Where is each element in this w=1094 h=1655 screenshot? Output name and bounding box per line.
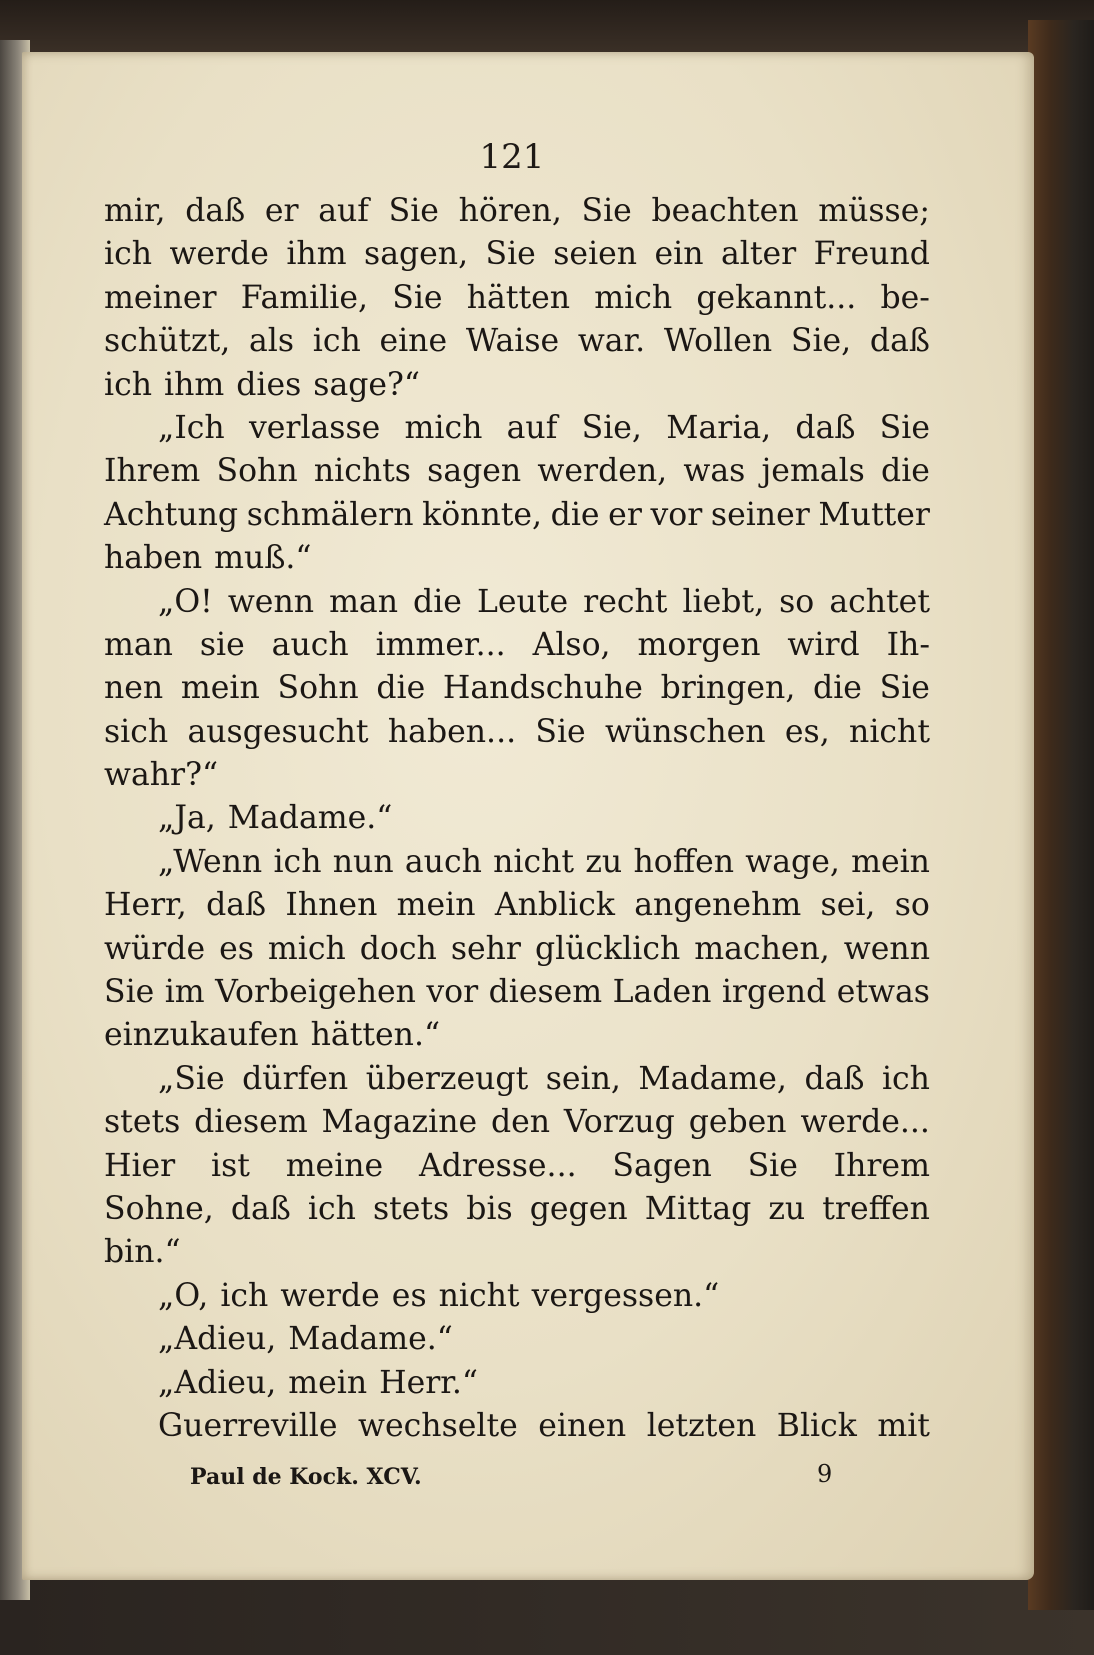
text-line	[104, 1058, 930, 1101]
text-line	[104, 1231, 930, 1274]
word: sich	[104, 713, 169, 750]
word: werde...	[800, 1104, 930, 1141]
word: Ihrem	[833, 1147, 930, 1184]
word: auf	[318, 193, 369, 229]
word: zu	[768, 1190, 806, 1227]
word: liebt,	[682, 583, 765, 620]
word: daß	[804, 1060, 865, 1097]
text-line	[104, 364, 930, 407]
word: zu	[585, 843, 623, 880]
word: es	[391, 1277, 427, 1314]
word: angenehm	[634, 887, 802, 924]
word: schützt,	[104, 323, 231, 360]
word: Vorbeigehen	[215, 974, 416, 1011]
word: im	[164, 974, 205, 1011]
word: immer...	[375, 626, 506, 663]
word: letzten	[646, 1407, 757, 1444]
word: bringen,	[660, 670, 796, 707]
word: Sohn	[216, 453, 298, 490]
word: seien	[553, 236, 638, 273]
text-line	[104, 754, 930, 797]
word: ich	[312, 323, 361, 360]
word: Achtung	[104, 496, 239, 533]
word: ein	[654, 236, 704, 273]
page-body-text	[104, 190, 930, 1448]
word: ich	[273, 843, 322, 880]
word: haben	[104, 540, 203, 577]
word: dürfen	[242, 1060, 349, 1097]
word: glücklich	[534, 930, 681, 967]
word: wünschen	[605, 713, 766, 750]
word: sagen,	[364, 236, 469, 273]
word: Wollen	[663, 323, 773, 360]
word: wird	[787, 626, 860, 663]
word: etwas	[836, 974, 930, 1011]
word: Ihrem	[104, 453, 201, 490]
word: er	[264, 193, 299, 229]
word: Herr,	[104, 887, 187, 924]
word: beachten	[651, 193, 799, 229]
word: muß.“	[214, 540, 312, 577]
text-line	[104, 624, 930, 667]
word: mein	[180, 670, 260, 707]
word: die	[881, 453, 930, 490]
word: müsse;	[818, 193, 930, 229]
word: mit	[877, 1407, 930, 1444]
word: haben...	[387, 713, 517, 750]
word: Madame,	[638, 1060, 787, 1097]
word: werde	[169, 236, 269, 273]
word: irgend	[721, 974, 827, 1011]
word: „Ich	[158, 409, 225, 446]
word: einzukaufen	[104, 1017, 299, 1054]
word: Sie,	[790, 323, 852, 360]
word: meine	[285, 1147, 384, 1184]
word: hätten.“	[310, 1017, 441, 1054]
word: daß	[795, 409, 856, 446]
word: dies	[236, 366, 302, 403]
word: werde	[280, 1277, 380, 1314]
word: Sie	[747, 1147, 798, 1184]
word: nun	[332, 843, 394, 880]
word: was	[683, 453, 746, 490]
word: nicht	[493, 843, 575, 880]
word: hören,	[458, 193, 562, 229]
word: bin.“	[104, 1234, 181, 1271]
word: ausgesucht	[187, 713, 369, 750]
text-line	[104, 971, 930, 1014]
word: meiner	[104, 279, 217, 316]
word: ich	[220, 1277, 269, 1314]
text-line	[104, 797, 930, 840]
word: einen	[538, 1407, 627, 1444]
word: schmälern	[246, 496, 414, 533]
word: ich	[104, 236, 153, 273]
word: Sie	[879, 409, 930, 446]
word: Sie	[388, 193, 439, 229]
word: Sie	[485, 236, 536, 273]
word: mein	[851, 843, 930, 880]
word: ist	[211, 1147, 250, 1184]
word: daß	[185, 193, 246, 229]
word: vergessen.“	[531, 1277, 720, 1314]
word: gegen	[529, 1190, 628, 1227]
book-page	[22, 52, 1034, 1580]
word: sein,	[545, 1060, 621, 1097]
word: war.	[577, 323, 646, 360]
word: „O!	[158, 583, 213, 620]
word: Mittag	[644, 1190, 752, 1227]
word: Sie	[104, 974, 155, 1011]
word: Waise	[465, 323, 560, 360]
word: es	[219, 930, 254, 967]
word: die	[413, 583, 462, 620]
word: morgen	[637, 626, 761, 663]
text-line	[104, 1318, 930, 1361]
text-line	[104, 667, 930, 710]
word: doch	[359, 930, 437, 967]
word: nicht	[438, 1277, 520, 1314]
text-line	[104, 537, 930, 580]
text-line	[104, 1101, 930, 1144]
text-line	[104, 277, 930, 320]
word: sei,	[820, 887, 876, 924]
word: mir,	[104, 193, 166, 229]
word: Adresse...	[418, 1147, 577, 1184]
word: verlasse	[248, 409, 381, 446]
word: die	[550, 496, 600, 533]
word: ich	[881, 1060, 930, 1097]
word: gekannt...	[696, 279, 857, 316]
word: Sagen	[612, 1147, 712, 1184]
word: es,	[784, 713, 830, 750]
word: „Adieu,	[158, 1364, 277, 1401]
word: Ih-	[886, 626, 930, 663]
word: „Sie	[158, 1060, 225, 1097]
word: diesem	[194, 1104, 308, 1141]
word: ich	[104, 366, 153, 403]
word: Anblick	[494, 887, 615, 924]
word: wenn	[843, 930, 930, 967]
word: daß	[230, 1190, 291, 1227]
word: sie	[199, 626, 245, 663]
text-line	[104, 1188, 930, 1231]
word: könnte,	[422, 496, 543, 533]
word: Madame.“	[288, 1321, 453, 1358]
word: wenn	[227, 583, 315, 620]
word: mein	[396, 887, 476, 924]
word: werden,	[537, 453, 668, 490]
word: Familie,	[240, 279, 369, 316]
text-line	[104, 841, 930, 884]
word: eine	[379, 323, 448, 360]
word: den	[490, 1104, 551, 1141]
word: mich	[404, 409, 483, 446]
word: stets	[104, 1104, 181, 1141]
text-line	[104, 928, 930, 971]
word: sehr	[450, 930, 521, 967]
word: vor	[650, 496, 703, 533]
word: treffen	[822, 1190, 930, 1227]
word: wage,	[745, 843, 840, 880]
word: „Ja,	[158, 800, 216, 837]
word: ihm	[164, 366, 225, 403]
text-line	[104, 190, 930, 233]
word: man	[329, 583, 398, 620]
word: wahr?“	[104, 757, 219, 794]
word: Sie	[879, 670, 930, 707]
word: Blick	[776, 1407, 857, 1444]
word: Hier	[104, 1147, 176, 1184]
text-line	[104, 1014, 930, 1057]
text-line	[104, 711, 930, 754]
word: Vorzug	[563, 1104, 675, 1141]
word: auch	[271, 626, 349, 663]
text-line	[104, 494, 930, 537]
word: auf	[506, 409, 558, 446]
text-line	[104, 1275, 930, 1318]
word: alter	[720, 236, 797, 273]
text-line	[104, 581, 930, 624]
word: sagen	[427, 453, 522, 490]
word: Madame.“	[227, 800, 393, 837]
word: Also,	[532, 626, 611, 663]
book-cover-right-edge	[1028, 20, 1094, 1610]
word: mich	[267, 930, 346, 967]
word: ihm	[286, 236, 347, 273]
word: überzeugt	[365, 1060, 529, 1097]
word: recht	[583, 583, 668, 620]
word: machen,	[694, 930, 830, 967]
word: stets	[372, 1190, 450, 1227]
text-line	[104, 884, 930, 927]
word: Sie	[535, 713, 586, 750]
word: Freund	[813, 236, 930, 273]
word: man	[104, 626, 173, 663]
word: seiner	[710, 496, 810, 533]
signature-line: Paul de Kock. XCV.	[190, 1464, 422, 1490]
word: vor	[426, 974, 479, 1011]
word: bis	[466, 1190, 513, 1227]
word: Sie	[581, 193, 632, 229]
word: ich	[307, 1190, 356, 1227]
word: Laden	[612, 974, 712, 1011]
text-line	[104, 1362, 930, 1405]
word: Mutter	[818, 496, 930, 533]
word: Ihnen	[285, 887, 378, 924]
word: be-	[880, 279, 930, 316]
word: so	[894, 887, 930, 924]
word: Guerreville	[158, 1407, 338, 1444]
word: als	[249, 323, 295, 360]
word: hoffen	[633, 843, 735, 880]
word: „Adieu,	[158, 1321, 277, 1358]
word: nen	[104, 670, 164, 707]
word: Handschuhe	[442, 670, 643, 707]
signature-mark: 9	[817, 1460, 833, 1488]
word: auch	[404, 843, 482, 880]
word: diesem	[488, 974, 603, 1011]
word: Sie	[392, 279, 443, 316]
word: hätten	[466, 279, 571, 316]
word: Maria,	[666, 409, 772, 446]
word: daß	[869, 323, 930, 360]
word: sage?“	[313, 366, 421, 403]
word: die	[813, 670, 862, 707]
word: jemals	[761, 453, 865, 490]
word: so	[779, 583, 815, 620]
word: daß	[206, 887, 267, 924]
text-line	[104, 233, 930, 276]
word: achtet	[829, 583, 930, 620]
word: nicht	[849, 713, 930, 750]
word: geben	[688, 1104, 787, 1141]
text-line	[104, 1405, 930, 1448]
word: Sohn	[277, 670, 359, 707]
book-cover-top-edge	[0, 0, 1094, 52]
page-number: 121	[479, 137, 545, 177]
word: Magazine	[321, 1104, 478, 1141]
text-line	[104, 407, 930, 450]
word: Sohne,	[104, 1190, 214, 1227]
word: Herr.“	[379, 1364, 479, 1401]
word: wechselte	[358, 1407, 518, 1444]
word: „Wenn	[158, 843, 263, 880]
text-line	[104, 320, 930, 363]
word: würde	[104, 930, 206, 967]
word: mein	[288, 1364, 368, 1401]
text-line	[104, 1145, 930, 1188]
text-line	[104, 450, 930, 493]
word: „O,	[158, 1277, 209, 1314]
word: mich	[594, 279, 673, 316]
word: Leute	[476, 583, 569, 620]
word: Sie,	[581, 409, 642, 446]
word: er	[608, 496, 642, 533]
word: nichts	[313, 453, 411, 490]
word: die	[376, 670, 426, 707]
